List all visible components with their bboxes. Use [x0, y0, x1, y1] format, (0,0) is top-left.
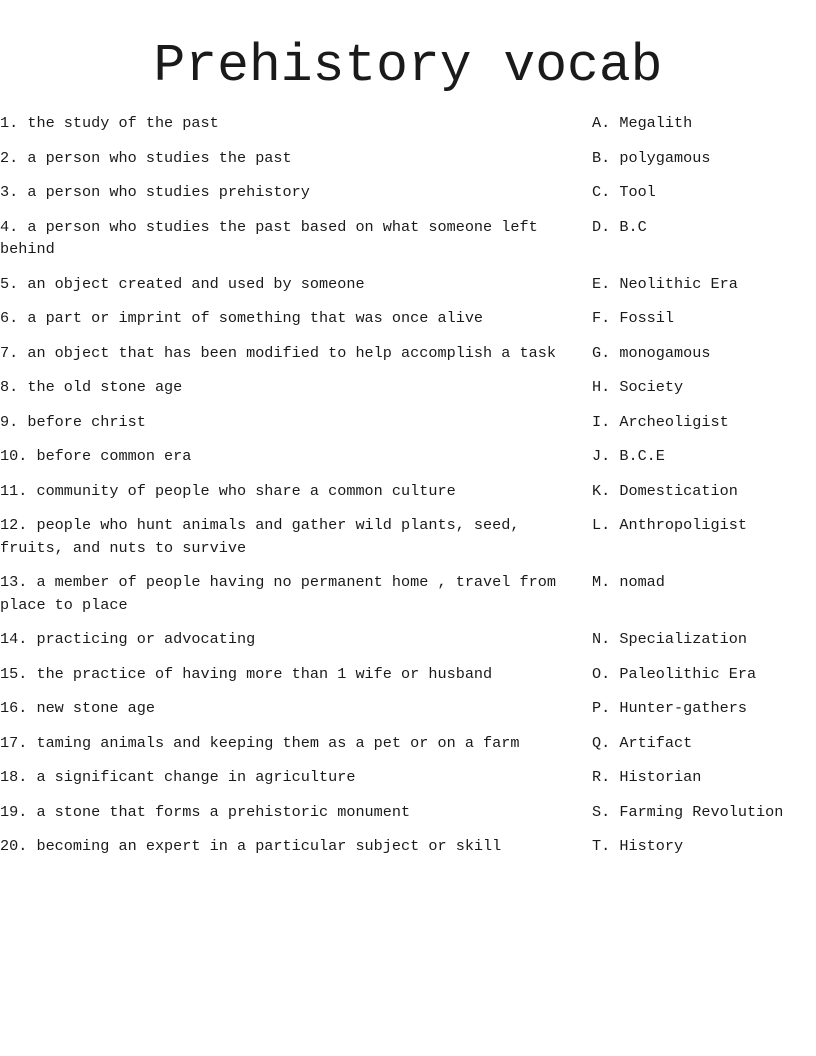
vocab-row: [0, 342, 816, 365]
definition-1: 1. the study of the past: [0, 114, 219, 132]
vocab-row: [0, 411, 816, 434]
vocab-row: [0, 514, 816, 559]
term-t: T. History: [592, 837, 684, 855]
definition-2: 2. a person who studies the past: [0, 148, 292, 167]
term-l: L. Anthropoligist: [592, 516, 747, 534]
term-e: E. Neolithic Era: [592, 274, 738, 293]
definition-20: 20. becoming an expert in a particular subject or skill: [0, 837, 502, 855]
vocab-row: [0, 147, 816, 170]
definition-3: 3. a person who studies prehistory: [0, 183, 310, 201]
definition-17: 17. taming animals and keeping them as a pet or on a farm: [0, 733, 520, 752]
term-g: G. monogamous: [592, 343, 711, 362]
term-j: J. B.C.E: [592, 447, 665, 465]
term-k: K. Domestication: [592, 481, 738, 500]
vocab-row: [0, 766, 816, 789]
term-s: S. Farming Revolution: [592, 802, 784, 821]
vocab-row: [0, 697, 816, 720]
vocab-row: [0, 835, 816, 858]
term-a: A. Megalith: [592, 114, 693, 132]
term-p: P. Hunter-gathers: [592, 699, 747, 717]
term-r: R. Historian: [592, 768, 702, 786]
definition-9: 9. before christ: [0, 412, 146, 431]
vocab-row: [0, 307, 816, 330]
definition-6: 6. a part or imprint of something that was once alive: [0, 309, 484, 327]
definition-18: 18. a significant change in agriculture: [0, 768, 356, 786]
term-n: N. Specialization: [592, 630, 747, 648]
vocab-list: [0, 112, 816, 870]
definition-7: 7. an object that has been modified to help accomplish a task: [0, 343, 556, 362]
vocab-row: [0, 216, 816, 261]
vocab-row: [0, 628, 816, 651]
vocab-row: [0, 181, 816, 204]
definition-5: 5. an object created and used by someone: [0, 274, 365, 293]
term-d: D. B.C: [592, 217, 647, 236]
vocab-row: [0, 273, 816, 296]
definition-12: 12. people who hunt animals and gather wild plants, seed, fruits, and nuts to survive: [0, 516, 520, 557]
definition-8: 8. the old stone age: [0, 378, 183, 396]
definition-15: 15. the practice of having more than 1 wife or husband: [0, 664, 493, 683]
term-i: I. Archeoligist: [592, 412, 729, 431]
term-m: M. nomad: [592, 573, 665, 591]
vocab-row: [0, 571, 816, 616]
definition-16: 16. new stone age: [0, 699, 155, 717]
vocab-row: [0, 112, 816, 135]
definition-4: 4. a person who studies the past based on what someone left behind: [0, 217, 538, 258]
vocab-row: [0, 445, 816, 468]
definition-13: 13. a member of people having no permanent home , travel from place to place: [0, 573, 556, 614]
term-c: C. Tool: [592, 183, 656, 201]
vocab-row: [0, 480, 816, 503]
vocab-row: [0, 376, 816, 399]
term-h: H. Society: [592, 378, 684, 396]
term-o: O. Paleolithic Era: [592, 664, 757, 683]
definition-14: 14. practicing or advocating: [0, 630, 256, 648]
vocab-row: [0, 663, 816, 686]
definition-19: 19. a stone that forms a prehistoric monument: [0, 802, 411, 821]
term-f: F. Fossil: [592, 309, 675, 327]
vocab-row: [0, 732, 816, 755]
term-b: B. polygamous: [592, 148, 711, 167]
vocab-row: [0, 801, 816, 824]
definition-10: 10. before common era: [0, 447, 192, 465]
term-q: Q. Artifact: [592, 733, 693, 752]
page-title: Prehistory vocab: [153, 36, 663, 96]
definition-11: 11. community of people who share a common culture: [0, 481, 456, 500]
